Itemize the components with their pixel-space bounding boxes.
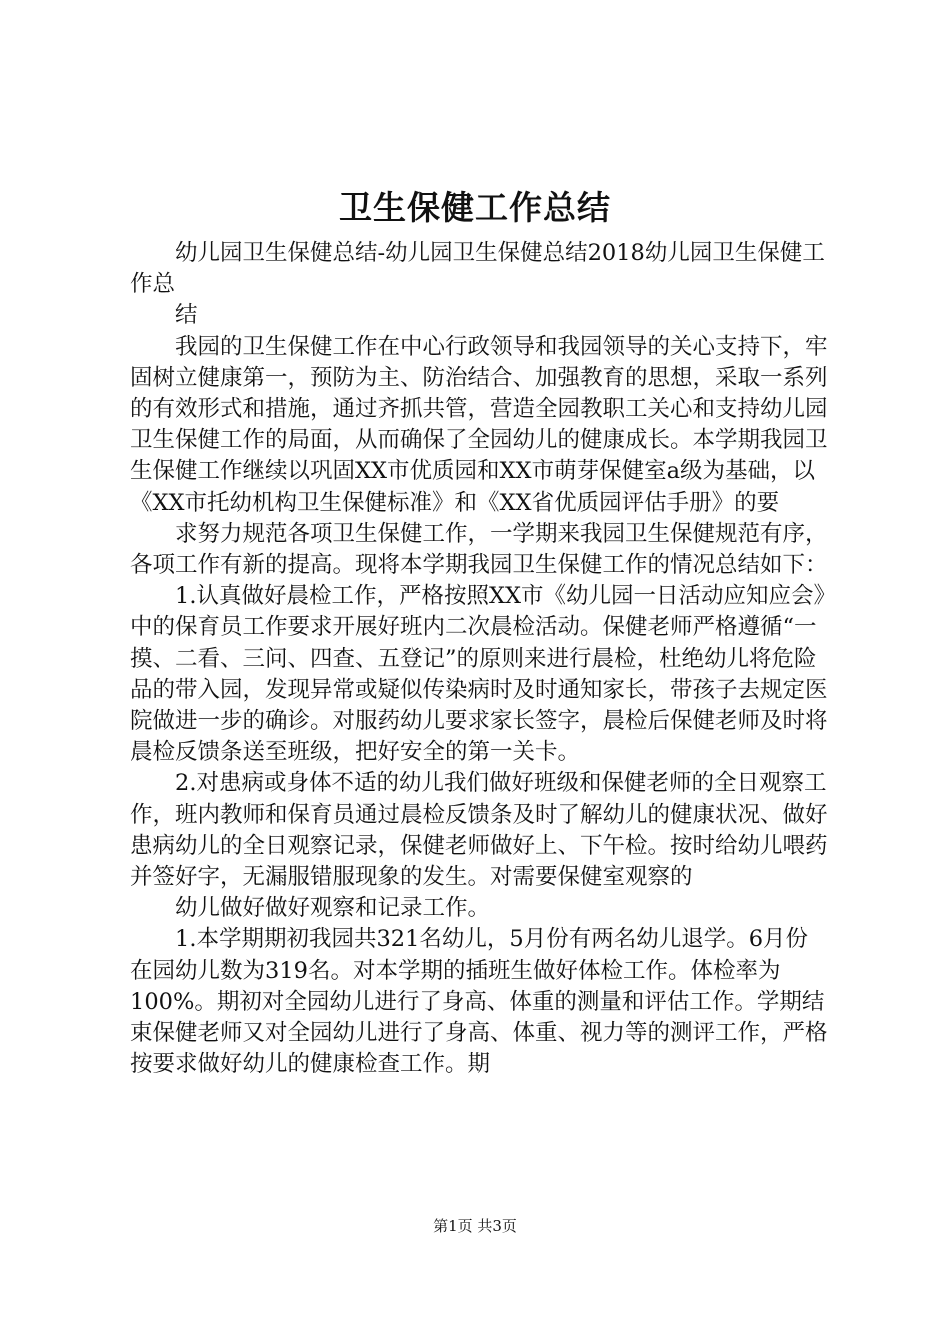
document-title: 卫生保健工作总结	[339, 188, 611, 227]
paragraph: 我园的卫生保健工作在中心行政领导和我园领导的关心支持下，牢固树立健康第一，预防为主、防治结合、加强教育的思想，采取一系列的有效形式和措施，通过齐抓共管，营造全园教职工关心和支持幼儿园卫生保健工作的局面，从而确保了全园幼儿的健康成长。本学期我园卫生保健工作继续以巩固XX市优质园和XX市萌芽保健室a级为基础，以《XX市托幼机构卫生保健标准》和《XX省优质园评估手册》的要	[130, 333, 828, 516]
paragraph: 幼儿做好做好观察和记录工作。	[175, 895, 491, 922]
paragraph: 2.对患病或身体不适的幼儿我们做好班级和保健老师的全日观察工作，班内教师和保育员通过晨检反馈条及时了解幼儿的健康状况、做好患病幼儿的全日观察记录，保健老师做好上、下午检。按时给幼儿喂药并签好字，无漏服错服现象的发生。对需要保健室观察的	[130, 770, 828, 891]
paragraph: 结	[175, 302, 198, 329]
paragraph: 1.认真做好晨检工作，严格按照XX市《幼儿园一日活动应知应会》中的保育员工作要求开展好班内二次晨检活动。保健老师严格遵循“一摸、二看、三问、四查、五登记”的原则来进行晨检，杜绝幼儿将危险品的带入园，发现异常或疑似传染病时及时通知家长，带孩子去规定医院做进一步的确诊。对服药幼儿要求家长签字，晨检后保健老师及时将晨检反馈条送至班级，把好安全的第一关卡。	[130, 583, 828, 766]
paragraph: 幼儿园卫生保健总结-幼儿园卫生保健总结2018幼儿园卫生保健工作总	[130, 240, 825, 298]
page-footer: 第1页 共3页	[433, 1217, 517, 1235]
paragraph: 1.本学期期初我园共321名幼儿，5月份有两名幼儿退学。6月份在园幼儿数为319名。对本学期的插班生做好体检工作。体检率为100%。期初对全园幼儿进行了身高、体重的测量和评估工作。学期结束保健老师又对全园幼儿进行了身高、体重、视力等的测评工作，严格按要求做好幼儿的健康检查工作。期	[130, 926, 828, 1078]
paragraph: 求努力规范各项卫生保健工作，一学期来我园卫生保健规范有序，各项工作有新的提高。现将本学期我园卫生保健工作的情况总结如下：	[130, 520, 828, 579]
document-body	[130, 238, 830, 1080]
